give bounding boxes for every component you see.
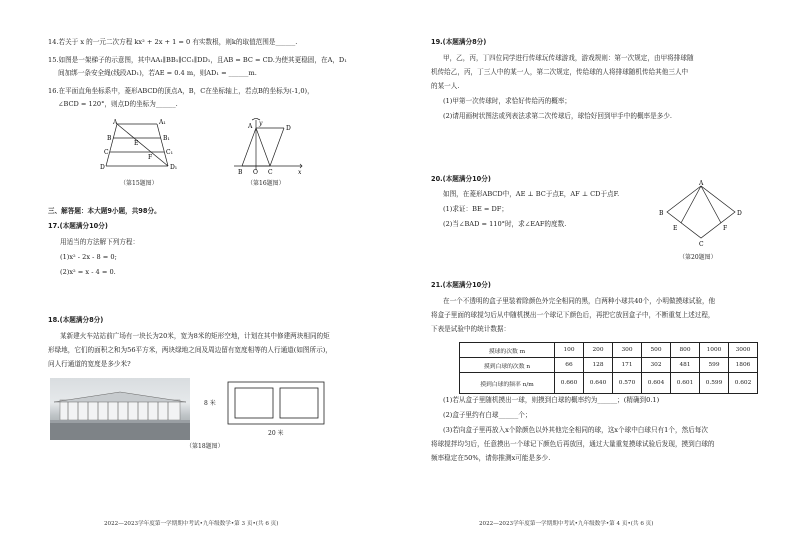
table-cell: 300 xyxy=(613,343,642,358)
table-cell: 302 xyxy=(642,358,671,373)
fig20-label-b: B xyxy=(659,210,664,217)
fig20-label-c: C xyxy=(699,241,704,248)
table-cell: 66 xyxy=(555,358,584,373)
right-page-footer: 2022—2023学年度第一学期期中考试•九年级数学•第 4 页•(共 6 页) xyxy=(479,521,654,527)
fig15-label-c1: C₁ xyxy=(166,149,173,156)
question-19-part-1: (1)甲第一次传球时，求恰好传给丙的概率； xyxy=(443,97,572,105)
fig15-label-d: D xyxy=(100,164,105,171)
fig16-label-b: B xyxy=(238,169,243,176)
question-21-heading: 21.(本题满分10分) xyxy=(431,281,491,289)
figure-15-caption: （第15题图） xyxy=(120,180,158,187)
fig20-label-a: A xyxy=(699,180,704,187)
fig15-label-b1: B₁ xyxy=(163,135,170,142)
section-3-heading: 三、解答题：本大题9小题，共98分。 xyxy=(48,207,161,215)
question-18-line-3: 问人行通道的宽度是多少米? xyxy=(48,360,131,368)
table-cell: 100 xyxy=(555,343,584,358)
fig16-label-d: D xyxy=(286,125,291,132)
question-17-heading: 17.(本题满分10分) xyxy=(48,222,108,230)
table-cell: 3000 xyxy=(729,343,758,358)
fig16-label-o: O xyxy=(253,169,258,176)
question-16-line-1: 16.在平面直角坐标系中，菱形ABCD的顶点A，B，C在坐标轴上，若点B的坐标为(-1,0)， xyxy=(48,87,314,95)
question-21-line-1: 在一个不透明的盒子里装着除颜色外完全相同的黑，白两种小球共40个，小明做摸球试验，他 xyxy=(443,297,716,305)
question-17-part-1: (1)x² - 2x - 8 = 0; xyxy=(60,253,117,261)
question-20-heading: 20.(本题满分10分) xyxy=(431,175,491,183)
frequency-table xyxy=(459,342,758,394)
table-cell: 1000 xyxy=(700,343,729,358)
question-17-part-2: (2)x² = x - 4 = 0. xyxy=(60,268,116,276)
table-cell: 599 xyxy=(700,358,729,373)
question-19-line-2: 机传给乙，丙，丁三人中的某一人，第二次规定，传给球的人将排球随机传给其他三人中 xyxy=(431,68,689,76)
table-row-label-frequency: 摸到白球的频率 n/m xyxy=(460,373,555,394)
table-row-label-m: 摸球的次数 m xyxy=(460,343,555,358)
fig15-label-d1: D₁ xyxy=(170,164,178,171)
question-15-line-2: 间加绑一条安全绳(线段AD₁)，若AE = 0.4 m，则AD₁ = ______m. xyxy=(58,69,257,77)
question-19-heading: 19.(本题满分8分) xyxy=(431,38,487,46)
fig16-label-c: C xyxy=(268,169,273,176)
figure-18-height-label: 8 米 xyxy=(204,400,216,407)
table-cell: 200 xyxy=(584,343,613,358)
question-18-line-1: 某新建火车站站前广场有一块长为20米，宽为8米的矩形空地，计划在其中修建两块相同的矩 xyxy=(60,332,330,340)
table-row xyxy=(460,358,758,373)
question-21-line-3: 下表是试验中的统计数据： xyxy=(431,325,511,333)
left-page-footer: 2022—2023学年度第一学期期中考试•九年级数学•第 3 页•(共 6 页) xyxy=(104,521,279,527)
question-19-line-1: 甲，乙，丙，丁四位同学进行传球玩传球游戏，游戏规则：第一次规定，由甲将排球随 xyxy=(443,54,694,62)
fig15-label-c: C xyxy=(104,149,109,156)
fig20-label-d: D xyxy=(737,210,742,217)
table-cell: 0.640 xyxy=(584,373,613,394)
table-cell: 128 xyxy=(584,358,613,373)
fig15-label-a: A xyxy=(113,119,118,126)
fig15-label-f: F xyxy=(148,154,153,161)
figure-18-caption: （第18题图） xyxy=(186,443,224,450)
question-18-line-2: 形绿地，它们的面积之和为56平方米，两块绿地之间及周边留有宽度相等的人行通道(如图所示)， xyxy=(48,346,332,354)
table-row xyxy=(460,343,758,358)
question-16-line-2: ∠BCD = 120°，则点D的坐标为______. xyxy=(58,100,178,108)
question-17-intro: 用适当的方法解下列方程： xyxy=(60,238,140,246)
question-15-line-1: 15.如图是一架梯子的示意图，其中AA₁∥BB₁∥CC₁∥DD₁，且AB = BC = CD.为使其更稳固，在A，D₁ xyxy=(48,56,347,64)
fig15-label-a1: A₁ xyxy=(159,119,166,126)
question-21-line-2: 将盒子里面的球搅匀后从中随机摸出一个球记下颜色后，再把它放回盒子中，不断重复上述过程， xyxy=(431,311,715,319)
table-cell: 1806 xyxy=(729,358,758,373)
table-cell: 0.604 xyxy=(642,373,671,394)
question-19-part-2: (2)请用画树状图法或列表法求第二次传球后，球恰好回到甲手中的概率是多少. xyxy=(443,112,673,120)
table-row-label-n: 摸到白球的次数 n xyxy=(460,358,555,373)
question-21-part-1: (1)若从盒子里随机摸出一球，则摸到白球的概率约为______；(精确到0.1) xyxy=(443,396,660,404)
question-14: 14.若关于 x 的一元二次方程 kx² + 2x + 1 = 0 有实数根，则k的取值范围是______. xyxy=(48,38,298,46)
train-station-photo xyxy=(50,378,190,440)
figure-16-caption: （第16题图） xyxy=(247,180,285,187)
figure-20-caption: （第20题图） xyxy=(679,254,717,261)
question-21-part-3-line-3: 频率稳定在50%，请你推测x可能是多少. xyxy=(431,454,551,462)
fig16-label-y: y xyxy=(259,120,263,127)
table-cell: 0.660 xyxy=(555,373,584,394)
figure-20-rhombus xyxy=(655,178,747,250)
table-cell: 0.599 xyxy=(700,373,729,394)
right-page xyxy=(397,0,794,550)
table-cell: 0.602 xyxy=(729,373,758,394)
figure-15-ladder xyxy=(100,118,190,176)
figure-16-rhombus xyxy=(228,118,306,176)
fig20-label-f: F xyxy=(723,225,728,232)
figure-18-width-label: 20 米 xyxy=(268,430,284,437)
table-cell: 171 xyxy=(613,358,642,373)
table-cell: 0.570 xyxy=(613,373,642,394)
table-cell: 0.601 xyxy=(671,373,700,394)
fig20-label-e: E xyxy=(673,225,678,232)
question-21-part-3-line-2: 将球搅拌均匀后，任意摸出一个球记下颜色后再放回，通过大量重复摸球试验后发现，摸到白球的 xyxy=(431,440,715,448)
fig16-label-a: A xyxy=(248,123,253,130)
fig15-label-e: E xyxy=(134,140,139,147)
table-cell: 500 xyxy=(642,343,671,358)
table-cell: 800 xyxy=(671,343,700,358)
question-20-part-2: (2)当∠BAD = 110°时，求∠EAF的度数. xyxy=(443,220,567,228)
question-18-heading: 18.(本题满分8分) xyxy=(48,316,104,324)
question-19-line-3: 的某一人. xyxy=(431,82,460,90)
question-21-part-2: (2)盒子里约有白球______个； xyxy=(443,411,532,419)
question-20-line-1: 如图，在菱形ABCD中，AE ⊥ BC于点E，AF ⊥ CD于点F. xyxy=(443,190,620,198)
table-row xyxy=(460,373,758,394)
fig15-label-b: B xyxy=(107,135,112,142)
question-21-part-3-line-1: (3)若向盒子里再放入x个除颜色以外其他完全相同的球，这x个球中白球只有1个，然后每次 xyxy=(443,426,708,434)
table-cell: 481 xyxy=(671,358,700,373)
fig16-label-x: x xyxy=(298,169,302,176)
question-20-part-1: (1)求证：BE = DF； xyxy=(443,205,508,213)
